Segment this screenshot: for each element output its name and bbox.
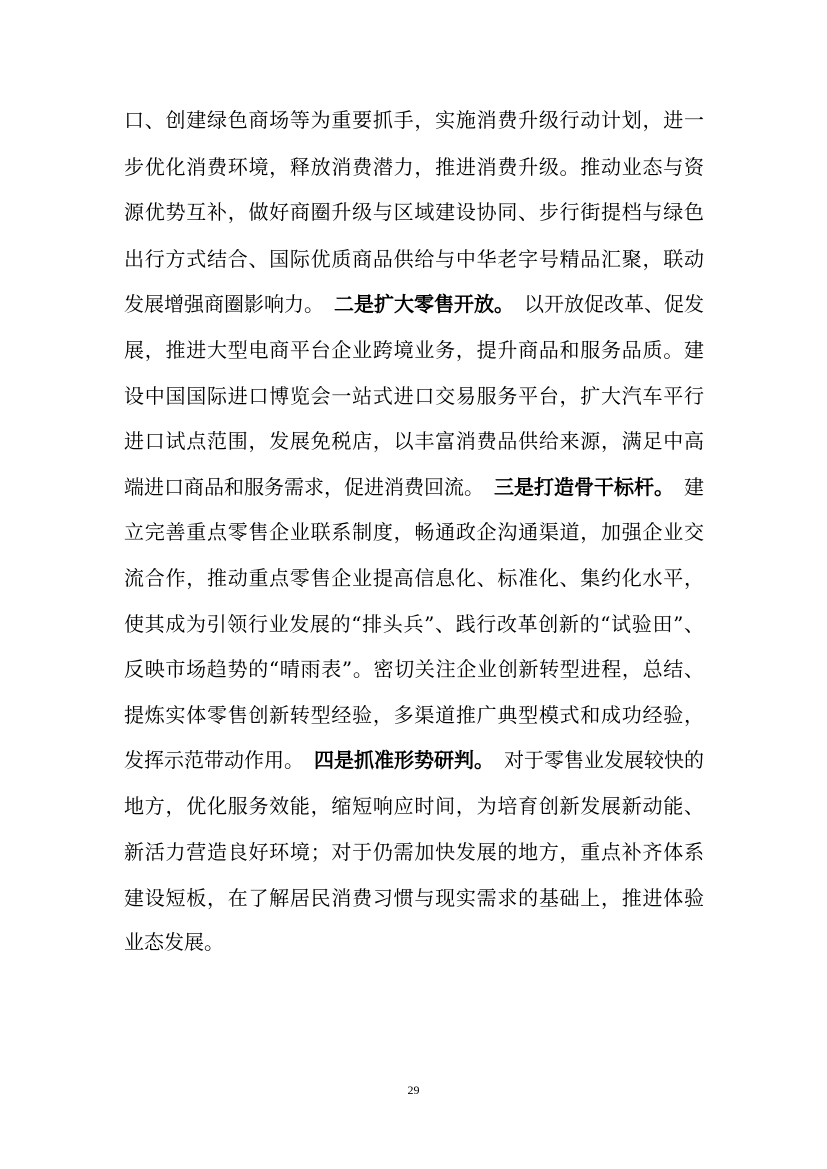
paragraph-line: 口、创建绿色商场等为重要抓手，实施消费升级行动计划，进一 (124, 108, 704, 132)
paragraph-line (124, 284, 704, 324)
paragraph-line: 业态发展。 (124, 930, 224, 954)
paragraph-line: 出行方式结合、国际优质商品供给与中华老字号精品汇聚，联动 (124, 247, 704, 271)
paragraph-line: 步优化消费环境，释放消费潜力，推进消费升级。推动业态与资 (124, 155, 704, 179)
line-text: 以开放促改革、促发 (524, 292, 704, 316)
paragraph-line: 流合作，推动重点零售企业提高信息化、标准化、集约化水平， (124, 566, 704, 590)
paragraph-line: 地方，优化服务效能，缩短响应时间，为培育创新发展新动能、 (124, 794, 704, 818)
paragraph-line: 设中国国际进口博览会一站式进口交易服务平台，扩大汽车平行 (124, 384, 704, 408)
paragraph-line: 使其成为引领行业发展的“排头兵”、践行改革创新的“试验田”、 (124, 612, 704, 636)
paragraph-line: 源优势互补，做好商圈升级与区域建设协同、步行街提档与绿色 (124, 200, 704, 224)
emphasis-heading: 二是扩大零售开放。 (334, 292, 514, 316)
line-text: 发挥示范带动作用。 (124, 748, 304, 772)
paragraph-line: 进口试点范围，发展免税店，以丰富消费品供给来源，满足中高 (124, 429, 704, 453)
line-text: 端进口商品和服务需求，促进消费回流。 (124, 475, 484, 499)
paragraph-line (124, 740, 704, 780)
page-number: 29 (407, 1083, 420, 1097)
paragraph-line: 反映市场趋势的“晴雨表”。密切关注企业创新转型进程，总结、 (124, 657, 704, 681)
paragraph-line: 展，推进大型电商平台企业跨境业务，提升商品和服务品质。建 (124, 338, 704, 362)
paragraph-line: 新活力营造良好环境；对于仍需加快发展的地方，重点补齐体系 (124, 840, 704, 864)
paragraph-line (124, 467, 704, 507)
paragraph-line: 建设短板，在了解居民消费习惯与现实需求的基础上，推进体验 (124, 886, 704, 910)
emphasis-heading: 三是打造骨干标杆。 (494, 475, 674, 499)
emphasis-heading: 四是抓准形势研判。 (314, 748, 494, 772)
line-text: 对于零售业发展较快的 (504, 748, 704, 772)
paragraph-line: 立完善重点零售企业联系制度，畅通政企沟通渠道，加强企业交 (124, 520, 704, 544)
line-text: 发展增强商圈影响力。 (124, 292, 324, 316)
line-text: 建 (684, 475, 704, 499)
paragraph-line: 提炼实体零售创新转型经验，多渠道推广典型模式和成功经验， (124, 703, 704, 727)
